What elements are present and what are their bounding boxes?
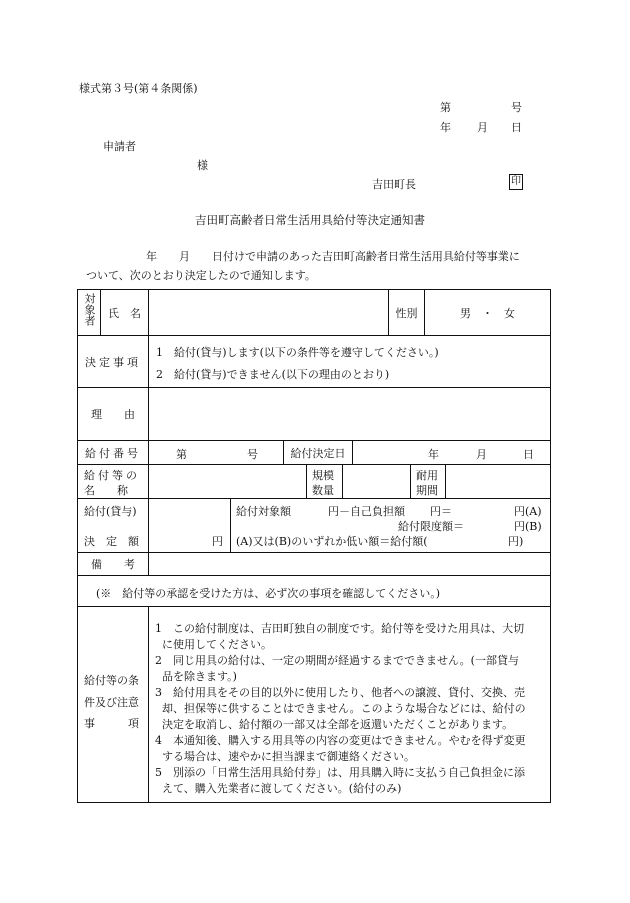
number-prefix: 第 xyxy=(176,448,187,461)
doc-date-day: 日 xyxy=(511,121,522,134)
doc-number-suffix: 号 xyxy=(511,101,522,114)
scale-label-line-1: 規模 xyxy=(312,469,334,482)
name-label: 氏 名 xyxy=(108,306,141,320)
scale-field[interactable] xyxy=(343,465,410,498)
form-number: 様式第３号(第４条関係) xyxy=(79,82,198,95)
remarks-field[interactable] xyxy=(149,553,550,575)
honorific-sama: 様 xyxy=(197,159,208,172)
intro-paragraph xyxy=(84,247,554,285)
life-label-line-2: 期間 xyxy=(416,484,438,497)
doc-number-prefix: 第 xyxy=(440,101,451,114)
doc-date-year: 年 xyxy=(440,121,451,134)
formula-result: 円) xyxy=(508,535,524,548)
formula-self-pay: 円－自己負担額 xyxy=(328,505,405,518)
condition-item-2: 2 同じ用具の給付は、一定の期間が経過するまでできません。(一部貸与 品を除きます。) xyxy=(155,654,519,683)
subject-vertical-label: 対象者 xyxy=(83,293,96,326)
decision-date-day: 日 xyxy=(523,448,534,461)
condition-item-1: 1 この給付制度は、吉田町独自の制度です。給付等を受けた用具は、大切 に使用してください。 xyxy=(155,622,525,651)
decision-date-month: 月 xyxy=(476,448,487,461)
amount-label-line-1: 給付(貸与) xyxy=(84,505,137,518)
conditions-list xyxy=(155,621,526,797)
formula-target-amount: 給付対象額 xyxy=(236,505,291,518)
page-title: 吉田町高齢者日常生活用具給付等決定通知書 xyxy=(195,213,425,227)
reason-field[interactable] xyxy=(149,388,550,440)
number-suffix: 号 xyxy=(247,448,258,461)
decision-label: 決定事項 xyxy=(85,355,141,369)
condition-item-5: 5 別添の「日常生活用具給付券」は、用具購入時に支払う自己負担金に添 えて、購入先業者に渡してください。(給付のみ) xyxy=(155,766,525,795)
amount-label-line-2: 決 定 額 xyxy=(84,535,139,548)
formula-equals: 円＝ xyxy=(430,505,452,518)
conditions-label-line-2: 件及び注意 xyxy=(84,696,139,709)
intro-line-1: 年 月 日付けで申請のあった吉田町高齢者日常生活用具給付等事業に xyxy=(146,250,520,263)
conditions-label-line-1: 給付等の条 xyxy=(84,674,139,687)
item-label-line-1: 給付等の xyxy=(84,469,140,482)
decision-option-2[interactable]: 2 給付(貸与)できません(以下の理由のとおり) xyxy=(156,368,390,381)
formula-b: 円(B) xyxy=(514,520,542,533)
decision-date-label: 給付決定日 xyxy=(290,446,346,460)
name-field[interactable] xyxy=(149,290,388,335)
doc-date-month: 月 xyxy=(477,121,488,134)
life-field[interactable] xyxy=(446,465,550,498)
item-name-field[interactable] xyxy=(149,465,306,498)
mayor-label: 吉田町長 xyxy=(372,178,416,191)
decision-option-1[interactable]: 1 給付(貸与)します(以下の条件等を遵守してください。) xyxy=(156,346,439,359)
intro-line-2: ついて、次のとおり決定したので通知します。 xyxy=(86,269,316,282)
seal-stamp: 印 xyxy=(509,174,523,190)
formula-lower: (A)又は(B)のいずれか低い額＝給付額( xyxy=(236,535,428,548)
scale-label-line-2: 数量 xyxy=(312,484,334,497)
applicant-label: 申請者 xyxy=(103,140,136,153)
amount-yen: 円 xyxy=(212,535,223,548)
remarks-label: 備 考 xyxy=(91,558,135,571)
sex-label: 性別 xyxy=(395,306,418,320)
formula-a: 円(A) xyxy=(514,505,542,518)
life-label-line-1: 耐用 xyxy=(416,469,438,482)
conditions-label-line-3: 事 項 xyxy=(84,717,139,730)
decision-date-year: 年 xyxy=(428,448,439,461)
condition-item-3: 3 給付用具をその目的以外に使用したり、他者への譲渡、貸付、交換、売 却、担保等に供することはできません。このような場合などには、給付の 決定を取消し、給付額の一部又は全部を返還いただくことがあります。 xyxy=(155,686,526,731)
condition-item-4: 4 本通知後、購入する用具等の内容の変更はできません。やむを得ず変更 する場合は、速やかに担当課まで御連絡ください。 xyxy=(155,734,526,763)
item-label-line-2: 名 称 xyxy=(84,484,128,497)
sex-options[interactable]: 男 ・ 女 xyxy=(460,306,515,320)
formula-limit: 給付限度額＝ xyxy=(398,520,464,533)
confirmation-notice: (※ 給付等の承認を受けた方は、必ず次の事項を確認してください。) xyxy=(96,587,441,600)
reason-label: 理 由 xyxy=(91,408,135,421)
number-label: 給付番号 xyxy=(85,446,141,460)
